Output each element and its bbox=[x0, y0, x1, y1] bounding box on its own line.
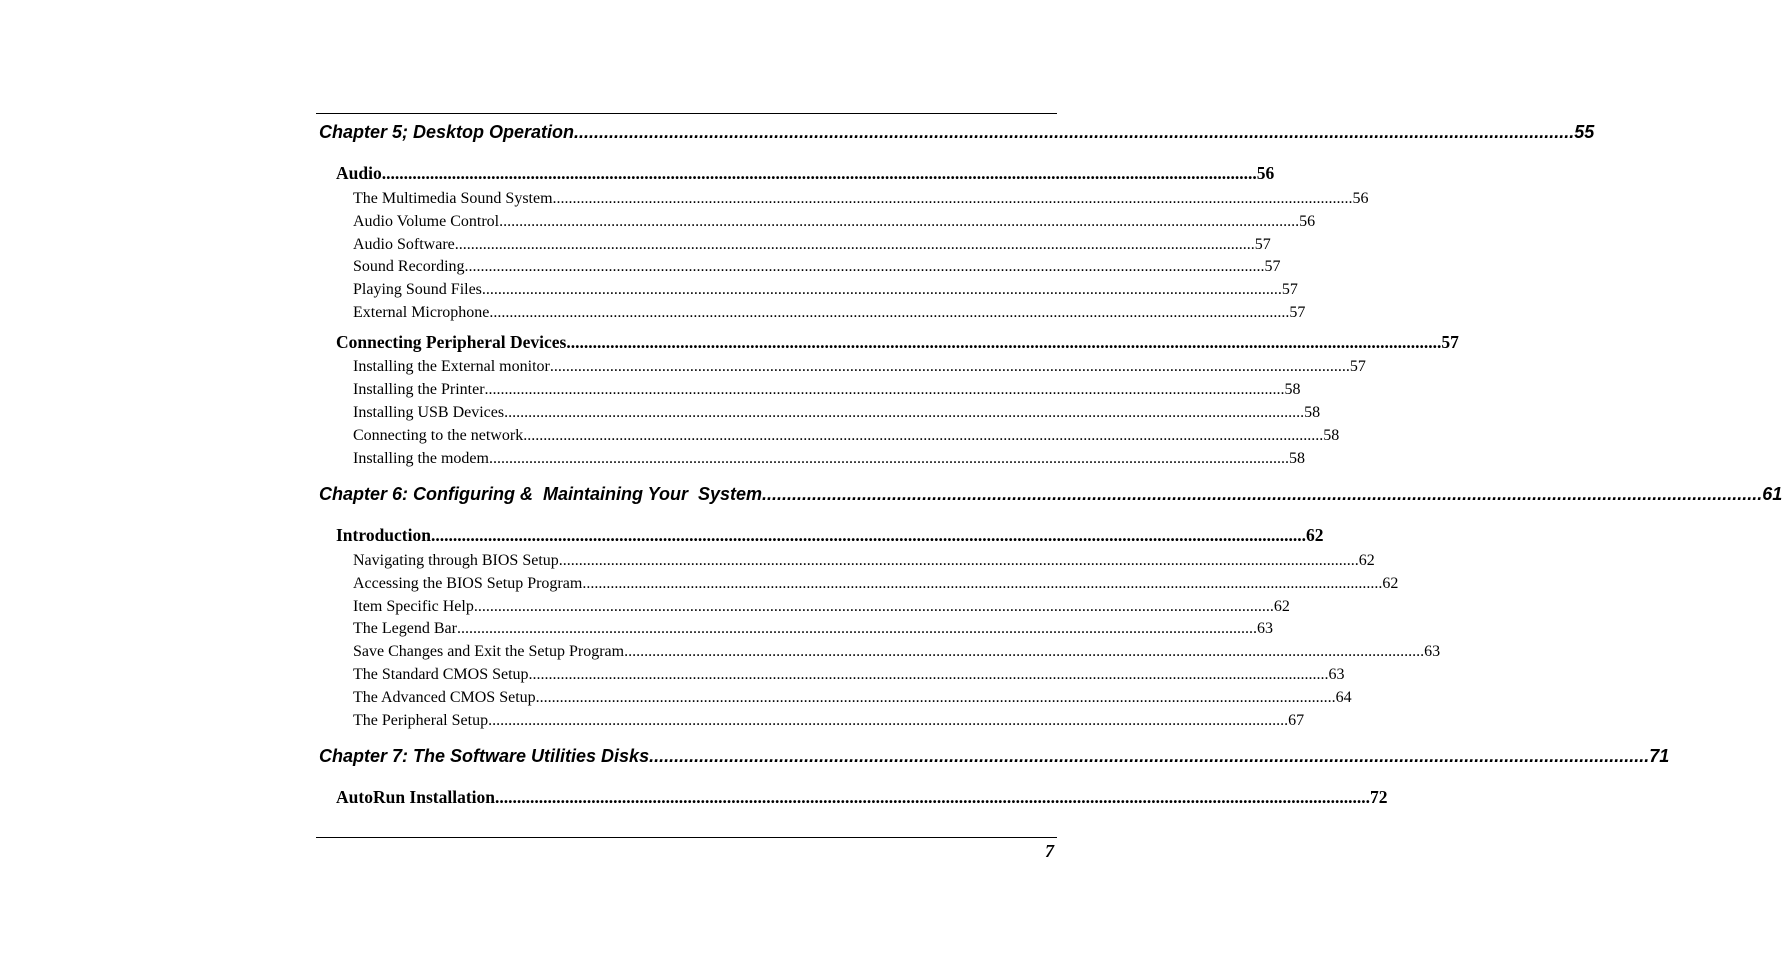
toc-chapter-entry bbox=[319, 484, 1782, 505]
toc-subsection-entry bbox=[353, 304, 1306, 322]
entry-page-number: 62 bbox=[1382, 575, 1399, 592]
toc-subsection-entry bbox=[353, 190, 1369, 208]
entry-page-number: 62 bbox=[1273, 598, 1290, 615]
entry-title: Connecting Peripheral Devices bbox=[336, 332, 567, 352]
entry-page-number: 57 bbox=[1289, 304, 1306, 321]
entry-page-number: 71 bbox=[1649, 746, 1670, 766]
entry-page-number: 58 bbox=[1288, 450, 1305, 467]
entry-page-number: 57 bbox=[1264, 258, 1281, 275]
entry-page-number: 57 bbox=[1349, 358, 1366, 375]
toc-subsection-entry bbox=[353, 598, 1290, 616]
leader-dots: ........................................................................................................................................................................................................ bbox=[473, 598, 1274, 615]
leader-dots: ........................................................................................................................................................................................................ bbox=[456, 620, 1257, 637]
entry-title: Installing the External monitor bbox=[353, 358, 550, 375]
entry-title: Audio Volume Control bbox=[353, 213, 500, 230]
entry-page-number: 57 bbox=[1281, 281, 1298, 298]
toc-subsection-entry bbox=[353, 620, 1273, 638]
entry-title: Connecting to the network bbox=[353, 427, 524, 444]
leader-dots: ........................................................................................................................................................................................................ bbox=[481, 281, 1282, 298]
entry-title: Installing the Printer bbox=[353, 381, 485, 398]
entry-title: Installing USB Devices bbox=[353, 404, 505, 421]
entry-title: Installing the modem bbox=[353, 450, 489, 467]
leader-dots: ........................................................................................................................................................................................................ bbox=[552, 190, 1353, 207]
leader-dots: ........................................................................................................................................................................................................ bbox=[566, 332, 1442, 352]
toc-subsection-entry bbox=[353, 689, 1352, 707]
toc-subsection-entry bbox=[353, 450, 1305, 468]
entry-page-number: 67 bbox=[1288, 712, 1305, 729]
entry-page-number: 58 bbox=[1304, 404, 1321, 421]
leader-dots: ........................................................................................................................................................................................................ bbox=[488, 712, 1289, 729]
toc-section-entry bbox=[336, 787, 1388, 808]
entry-title: The Legend Bar bbox=[353, 620, 457, 637]
leader-dots: ........................................................................................................................................................................................................ bbox=[528, 666, 1329, 683]
toc-section-entry bbox=[336, 332, 1459, 353]
entry-title: Accessing the BIOS Setup Program bbox=[353, 575, 583, 592]
leader-dots: ........................................................................................................................................................................................................ bbox=[504, 404, 1305, 421]
entry-page-number: 56 bbox=[1299, 213, 1316, 230]
entry-title: Playing Sound Files bbox=[353, 281, 482, 298]
toc-subsection-entry bbox=[353, 258, 1281, 276]
leader-dots: ........................................................................................................................................................................................................ bbox=[381, 163, 1257, 183]
entry-page-number: 61 bbox=[1762, 484, 1782, 504]
entry-page-number: 62 bbox=[1305, 525, 1324, 545]
toc-subsection-entry bbox=[353, 213, 1316, 231]
toc-chapter-entry bbox=[319, 746, 1670, 767]
entry-page-number: 56 bbox=[1352, 190, 1369, 207]
entry-page-number: 64 bbox=[1335, 689, 1352, 706]
entry-title: Audio Software bbox=[353, 236, 455, 253]
toc-subsection-entry bbox=[353, 552, 1375, 570]
leader-dots: ........................................................................................................................................................................................................ bbox=[574, 122, 1575, 142]
leader-dots: ........................................................................................................................................................................................................ bbox=[582, 575, 1383, 592]
top-rule bbox=[316, 113, 1057, 114]
entry-title: The Multimedia Sound System bbox=[353, 190, 553, 207]
entry-title: Item Specific Help bbox=[353, 598, 474, 615]
entry-page-number: 72 bbox=[1370, 787, 1388, 807]
leader-dots: ........................................................................................................................................................................................................ bbox=[499, 213, 1300, 230]
entry-title: Chapter 5; Desktop Operation bbox=[319, 122, 575, 142]
entry-title: Chapter 7: The Software Utilities Disks bbox=[319, 746, 650, 766]
entry-page-number: 63 bbox=[1256, 620, 1273, 637]
toc-subsection-entry bbox=[353, 404, 1321, 422]
entry-page-number: 56 bbox=[1256, 163, 1275, 183]
toc-subsection-entry bbox=[353, 666, 1345, 684]
entry-title: The Peripheral Setup bbox=[353, 712, 489, 729]
entry-title: Audio bbox=[336, 163, 382, 183]
entry-title: Introduction bbox=[336, 525, 431, 545]
entry-title: AutoRun Installation bbox=[336, 787, 496, 807]
toc-subsection-entry bbox=[353, 575, 1399, 593]
leader-dots: ........................................................................................................................................................................................................ bbox=[624, 643, 1425, 660]
entry-title: The Standard CMOS Setup bbox=[353, 666, 529, 683]
entry-page-number: 58 bbox=[1323, 427, 1340, 444]
entry-page-number: 57 bbox=[1254, 236, 1271, 253]
entry-title: Navigating through BIOS Setup bbox=[353, 552, 559, 569]
toc-subsection-entry bbox=[353, 281, 1298, 299]
bottom-rule bbox=[316, 837, 1057, 838]
leader-dots: ........................................................................................................................................................................................................ bbox=[488, 450, 1289, 467]
toc-subsection-entry bbox=[353, 236, 1271, 254]
leader-dots: ........................................................................................................................................................................................................ bbox=[523, 427, 1324, 444]
leader-dots: ........................................................................................................................................................................................................ bbox=[762, 484, 1763, 504]
leader-dots: ........................................................................................................................................................................................................ bbox=[464, 258, 1265, 275]
toc-section-entry bbox=[336, 163, 1275, 184]
entry-page-number: 55 bbox=[1574, 122, 1595, 142]
toc-subsection-entry bbox=[353, 643, 1441, 661]
entry-title: Save Changes and Exit the Setup Program bbox=[353, 643, 625, 660]
toc-section-entry bbox=[336, 525, 1324, 546]
entry-page-number: 57 bbox=[1441, 332, 1459, 352]
leader-dots: ........................................................................................................................................................................................................ bbox=[430, 525, 1306, 545]
entry-title: Sound Recording bbox=[353, 258, 465, 275]
entry-page-number: 63 bbox=[1328, 666, 1345, 683]
toc-subsection-entry bbox=[353, 712, 1305, 730]
entry-page-number: 63 bbox=[1424, 643, 1441, 660]
leader-dots: ........................................................................................................................................................................................................ bbox=[454, 236, 1255, 253]
leader-dots: ........................................................................................................................................................................................................ bbox=[549, 358, 1350, 375]
toc-chapter-entry bbox=[319, 122, 1595, 143]
entry-title: Chapter 6: Configuring & Maintaining Your System bbox=[319, 484, 763, 504]
page-number: 7 bbox=[1045, 841, 1054, 861]
leader-dots: ........................................................................................................................................................................................................ bbox=[484, 381, 1285, 398]
toc-subsection-entry bbox=[353, 427, 1340, 445]
leader-dots: ........................................................................................................................................................................................................ bbox=[489, 304, 1290, 321]
leader-dots: ........................................................................................................................................................................................................ bbox=[495, 787, 1371, 807]
leader-dots: ........................................................................................................................................................................................................ bbox=[649, 746, 1650, 766]
toc-subsection-entry bbox=[353, 381, 1301, 399]
entry-page-number: 62 bbox=[1358, 552, 1375, 569]
leader-dots: ........................................................................................................................................................................................................ bbox=[558, 552, 1359, 569]
leader-dots: ........................................................................................................................................................................................................ bbox=[535, 689, 1336, 706]
toc-subsection-entry bbox=[353, 358, 1366, 376]
entry-title: External Microphone bbox=[353, 304, 490, 321]
entry-title: The Advanced CMOS Setup bbox=[353, 689, 536, 706]
entry-page-number: 58 bbox=[1284, 381, 1301, 398]
